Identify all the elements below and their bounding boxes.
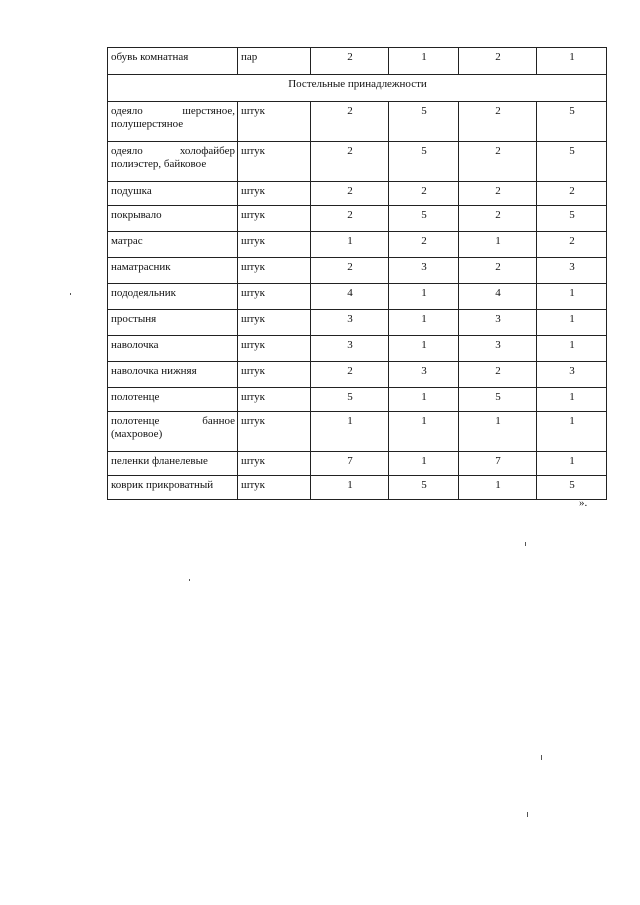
value-cell: 2 <box>459 362 537 388</box>
value-cell: 3 <box>311 336 389 362</box>
value-cell: 3 <box>389 258 459 284</box>
value-cell: 5 <box>537 476 607 500</box>
value-cell: 2 <box>459 182 537 206</box>
scan-speck <box>527 812 528 817</box>
item-name-cell: наволочка <box>108 336 238 362</box>
table-row <box>108 182 607 206</box>
item-name-cell: пеленки фланелевые <box>108 452 238 476</box>
unit-cell: штук <box>238 310 311 336</box>
item-name-cell: коврик прикроватный <box>108 476 238 500</box>
unit-cell: пар <box>238 48 311 75</box>
value-cell: 2 <box>311 142 389 182</box>
unit-cell: штук <box>238 412 311 452</box>
value-cell: 1 <box>537 412 607 452</box>
table-row <box>108 362 607 388</box>
value-cell: 1 <box>389 388 459 412</box>
unit-cell: штук <box>238 284 311 310</box>
unit-cell: штук <box>238 142 311 182</box>
value-cell: 5 <box>311 388 389 412</box>
value-cell: 1 <box>389 452 459 476</box>
value-cell: 1 <box>389 336 459 362</box>
item-name-cell: простыня <box>108 310 238 336</box>
value-cell: 2 <box>537 182 607 206</box>
value-cell: 1 <box>459 412 537 452</box>
value-cell: 2 <box>311 182 389 206</box>
value-cell: 4 <box>459 284 537 310</box>
table-row <box>108 206 607 232</box>
table-row <box>108 388 607 412</box>
value-cell: 1 <box>459 232 537 258</box>
value-cell: 5 <box>389 142 459 182</box>
value-cell: 1 <box>311 232 389 258</box>
item-name-cell: покрывало <box>108 206 238 232</box>
value-cell: 2 <box>459 102 537 142</box>
value-cell: 1 <box>389 310 459 336</box>
section-header-row <box>108 75 607 102</box>
scan-speck <box>189 579 190 581</box>
value-cell: 1 <box>389 48 459 75</box>
value-cell: 3 <box>389 362 459 388</box>
table-row <box>108 232 607 258</box>
value-cell: 1 <box>537 452 607 476</box>
table-row <box>108 258 607 284</box>
value-cell: 2 <box>459 258 537 284</box>
value-cell: 2 <box>459 142 537 182</box>
item-name-cell: наматрасник <box>108 258 238 284</box>
item-name-cell: пододеяльник <box>108 284 238 310</box>
scan-speck <box>541 755 542 760</box>
table-row <box>108 412 607 452</box>
unit-cell: штук <box>238 182 311 206</box>
value-cell: 2 <box>459 48 537 75</box>
item-name-cell: матрас <box>108 232 238 258</box>
value-cell: 3 <box>311 310 389 336</box>
unit-cell: штук <box>238 102 311 142</box>
unit-cell: штук <box>238 388 311 412</box>
unit-cell: штук <box>238 336 311 362</box>
value-cell: 1 <box>389 412 459 452</box>
table-row <box>108 102 607 142</box>
value-cell: 5 <box>537 102 607 142</box>
unit-cell: штук <box>238 206 311 232</box>
value-cell: 2 <box>537 232 607 258</box>
table-row <box>108 336 607 362</box>
inventory-table <box>107 47 607 500</box>
item-name-cell: наволочка нижняя <box>108 362 238 388</box>
value-cell: 1 <box>537 310 607 336</box>
value-cell: 1 <box>537 336 607 362</box>
inventory-table-body <box>108 48 607 102</box>
value-cell: 1 <box>311 476 389 500</box>
value-cell: 7 <box>459 452 537 476</box>
unit-cell: штук <box>238 232 311 258</box>
item-name-cell: полотенце банное (махровое) <box>108 412 238 452</box>
value-cell: 2 <box>311 362 389 388</box>
value-cell: 2 <box>311 102 389 142</box>
value-cell: 1 <box>537 284 607 310</box>
value-cell: 5 <box>537 206 607 232</box>
item-name-cell: полотенце <box>108 388 238 412</box>
unit-cell: штук <box>238 258 311 284</box>
value-cell: 2 <box>311 258 389 284</box>
section-title: Постельные принадлежности <box>108 75 607 102</box>
value-cell: 2 <box>311 206 389 232</box>
value-cell: 5 <box>537 142 607 182</box>
value-cell: 1 <box>389 284 459 310</box>
unit-cell: штук <box>238 362 311 388</box>
table-row <box>108 476 607 500</box>
value-cell: 5 <box>389 476 459 500</box>
table-row <box>108 284 607 310</box>
value-cell: 5 <box>389 206 459 232</box>
table-row <box>108 142 607 182</box>
scan-speck <box>525 542 526 546</box>
value-cell: 1 <box>459 476 537 500</box>
value-cell: 3 <box>537 362 607 388</box>
unit-cell: штук <box>238 452 311 476</box>
value-cell: 2 <box>389 182 459 206</box>
scan-speck <box>70 293 71 295</box>
item-name-cell: одеяло шерстяное, полушерстяное <box>108 102 238 142</box>
table-row <box>108 452 607 476</box>
value-cell: 1 <box>537 388 607 412</box>
value-cell: 1 <box>311 412 389 452</box>
value-cell: 2 <box>311 48 389 75</box>
value-cell: 3 <box>459 310 537 336</box>
value-cell: 2 <box>459 206 537 232</box>
inventory-items <box>108 102 607 500</box>
item-name-cell: обувь комнатная <box>108 48 238 75</box>
item-name-cell: одеяло холофайбер полиэстер, байковое <box>108 142 238 182</box>
value-cell: 3 <box>537 258 607 284</box>
value-cell: 5 <box>459 388 537 412</box>
value-cell: 5 <box>389 102 459 142</box>
value-cell: 3 <box>459 336 537 362</box>
table-row <box>108 48 607 75</box>
table-row <box>108 310 607 336</box>
item-name-cell: подушка <box>108 182 238 206</box>
closing-quote-mark: ». <box>579 497 588 509</box>
value-cell: 4 <box>311 284 389 310</box>
value-cell: 1 <box>537 48 607 75</box>
value-cell: 2 <box>389 232 459 258</box>
unit-cell: штук <box>238 476 311 500</box>
value-cell: 7 <box>311 452 389 476</box>
